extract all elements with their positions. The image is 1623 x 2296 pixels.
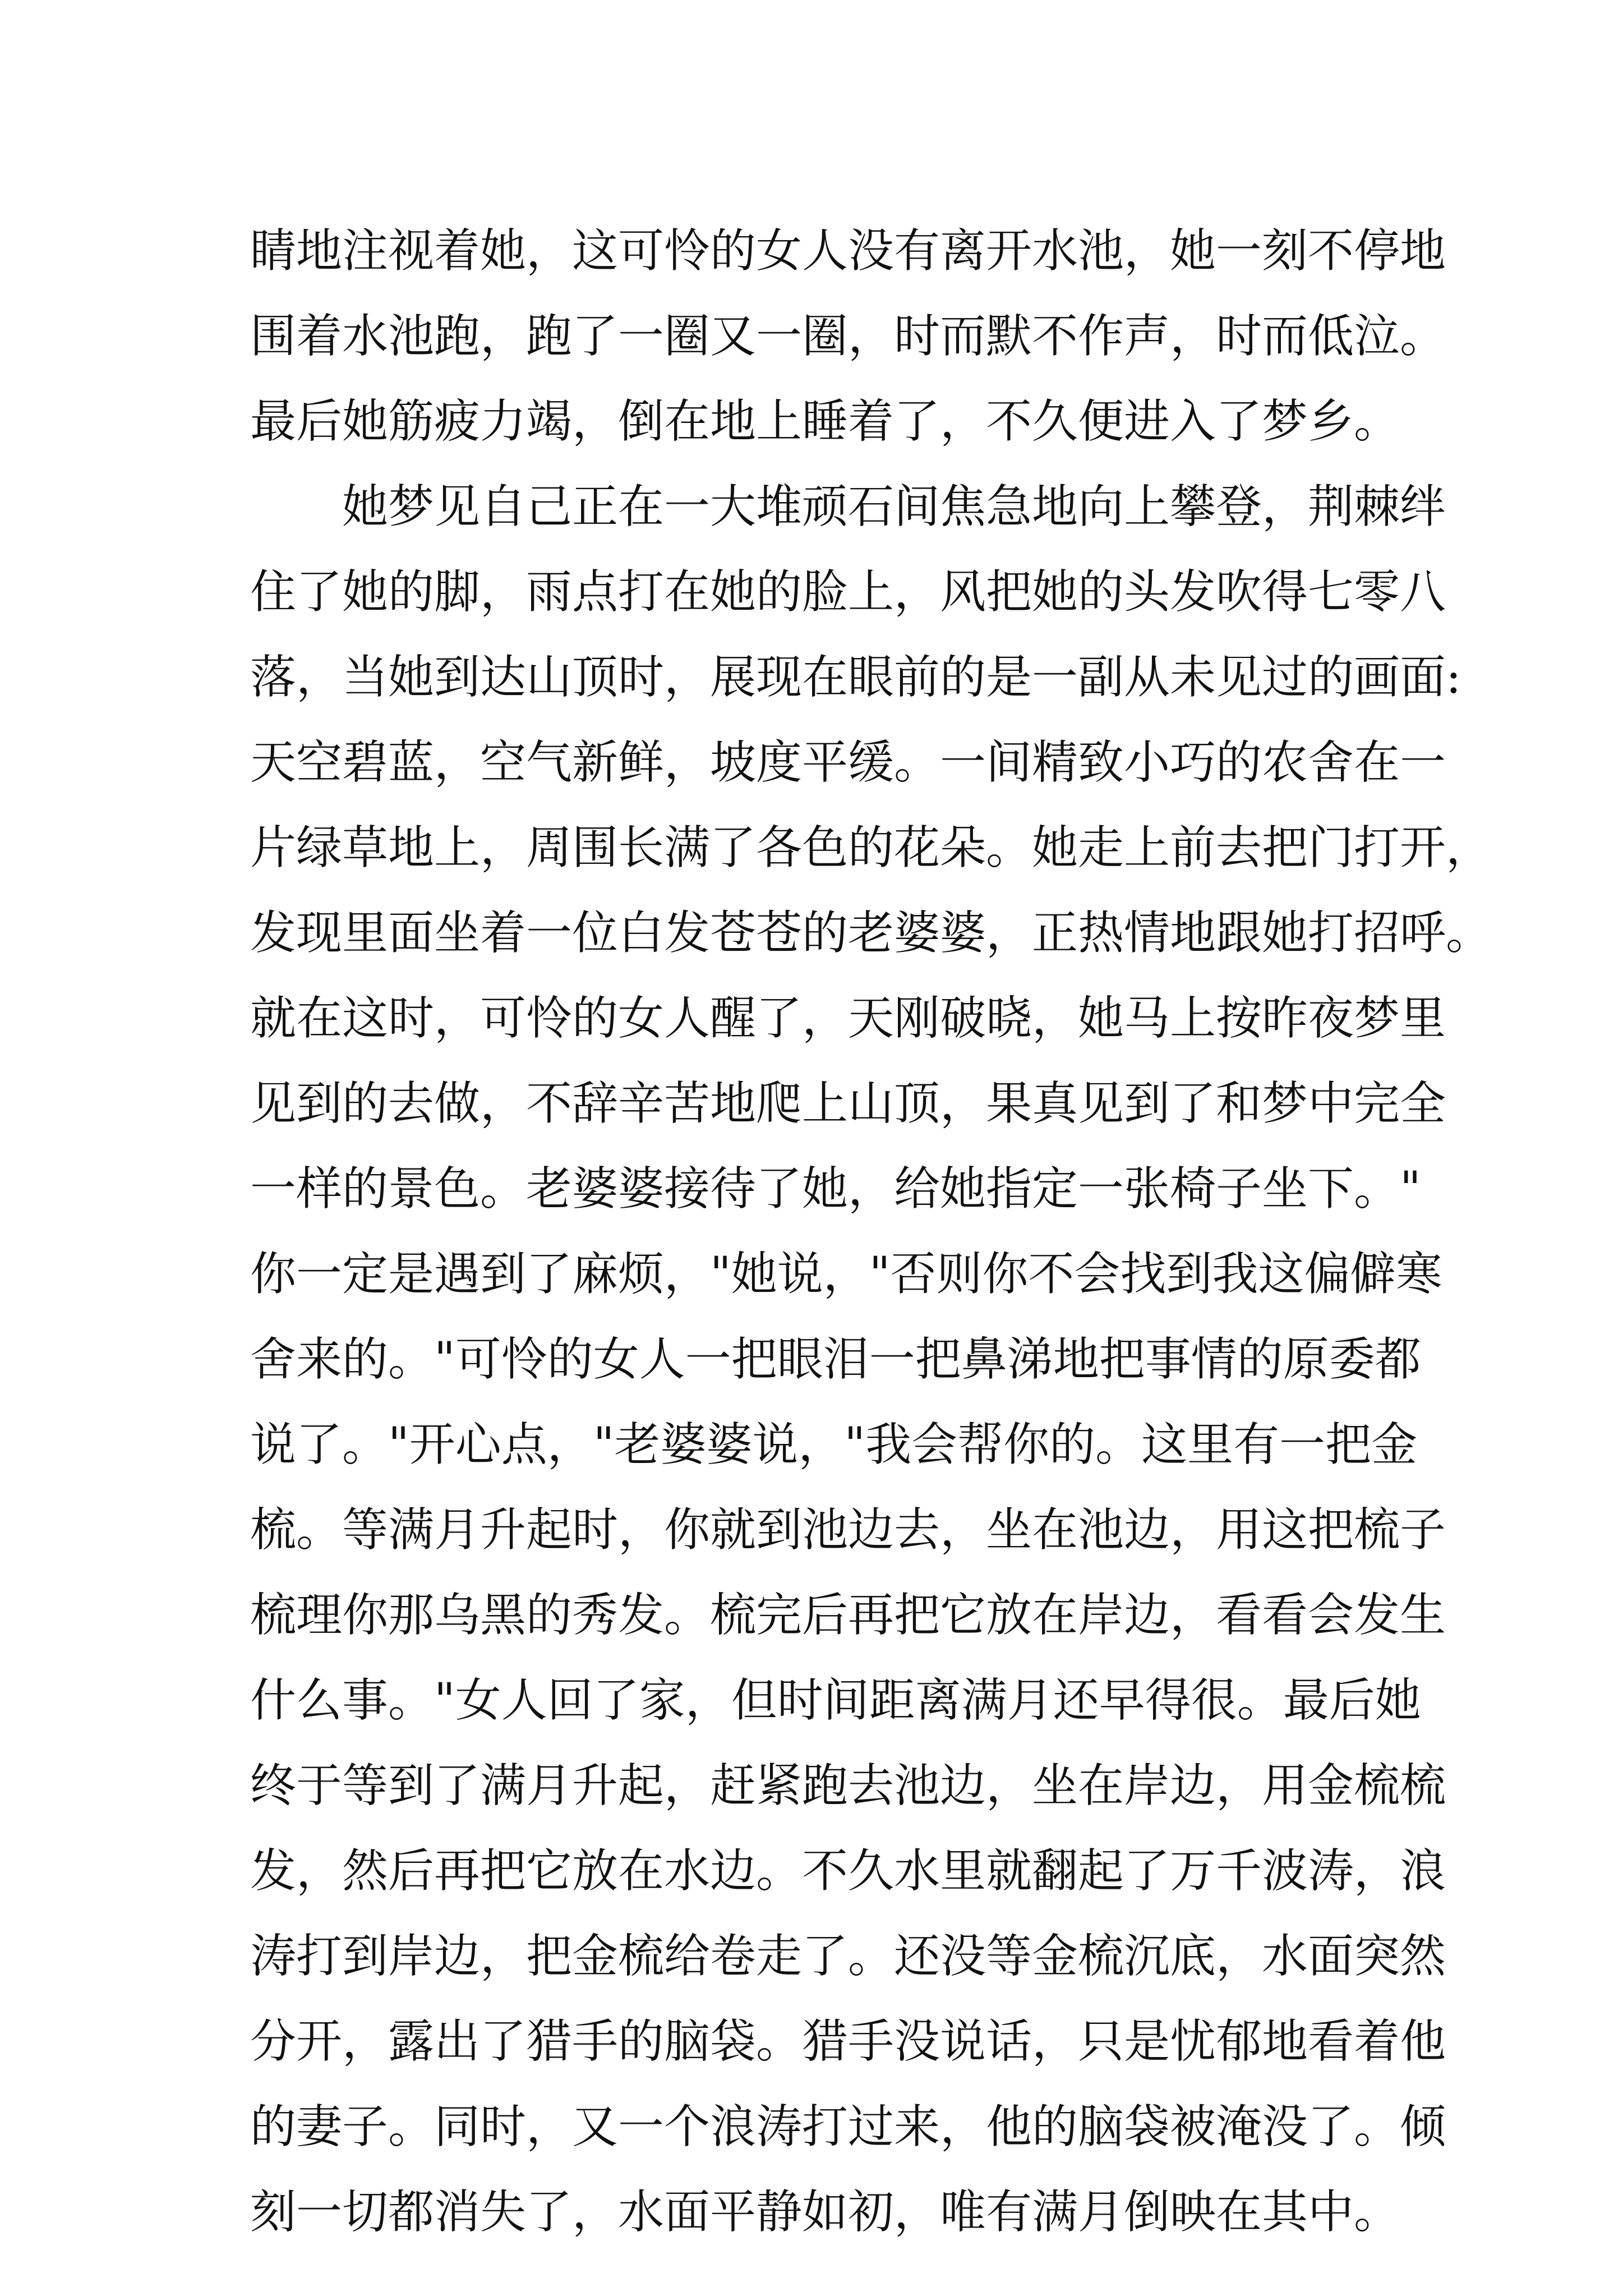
text-line: 天空碧蓝，空气新鲜，坡度平缓。一间精致小巧的农舍在一 <box>250 736 1446 789</box>
text-line: 梳理你那乌黑的秀发。梳完后再把它放在岸边，看看会发生 <box>250 1589 1446 1642</box>
text-line: 梳。等满月升起时，你就到池边去，坐在池边，用这把梳子 <box>250 1503 1446 1557</box>
text-line: 最后她筋疲力竭，倒在地上睡着了，不久便进入了梦乡。 <box>250 395 1400 448</box>
text-line: 舍来的。"可怜的女人一把眼泪一把鼻涕地把事情的原委都 <box>250 1333 1421 1386</box>
text-line: 片绿草地上，周围长满了各色的花朵。她走上前去把门打开， <box>250 821 1492 875</box>
text-line: 睛地注视着她，这可怜的女人没有离开水池，她一刻不停地 <box>250 224 1446 278</box>
story-text <box>250 209 1492 2255</box>
text-line: 围着水池跑，跑了一圈又一圈，时而默不作声，时而低泣。 <box>250 310 1446 363</box>
text-line: 见到的去做，不辞辛苦地爬上山顶，果真见到了和梦中完全 <box>250 1077 1446 1130</box>
text-line: 发，然后再把它放在水边。不久水里就翻起了万千波涛，浪 <box>250 1844 1446 1898</box>
text-line: 什么事。"女人回了家，但时间距离满月还早得很。最后她 <box>250 1674 1421 1727</box>
text-line: 刻一切都消失了，水面平静如初，唯有满月倒映在其中。 <box>250 2185 1400 2239</box>
text-line: 终于等到了满月升起，赶紧跑去池边，坐在岸边，用金梳梳 <box>250 1759 1446 1812</box>
text-line: 发现里面坐着一位白发苍苍的老婆婆，正热情地跟她打招呼。 <box>250 907 1492 960</box>
text-line: 一样的景色。老婆婆接待了她，给她指定一张椅子坐下。" <box>250 1162 1421 1216</box>
text-line: 落，当她到达山顶时，展现在眼前的是一副从未见过的画面: <box>250 651 1461 704</box>
text-line: 就在这时，可怜的女人醒了，天刚破晓，她马上按昨夜梦里 <box>250 992 1446 1045</box>
text-line: 涛打到岸边，把金梳给卷走了。还没等金梳沉底，水面突然 <box>250 1930 1446 1983</box>
text-line: 你一定是遇到了麻烦，"她说，"否则你不会找到我这偏僻寒 <box>250 1248 1442 1301</box>
text-line: 的妻子。同时，又一个浪涛打过来，他的脑袋被淹没了。倾 <box>250 2100 1446 2154</box>
text-line: 分开，露出了猎手的脑袋。猎手没说话，只是忧郁地看着他 <box>250 2015 1446 2068</box>
text-line: 住了她的脚，雨点打在她的脸上，风把她的头发吹得七零八 <box>250 565 1446 619</box>
text-line: 说了。"开心点，"老婆婆说，"我会帮你的。这里有一把金 <box>250 1418 1418 1471</box>
paragraph-first-line: 她梦见自己正在一大堆顽石间焦急地向上攀登，荆棘绊 <box>342 480 1446 533</box>
